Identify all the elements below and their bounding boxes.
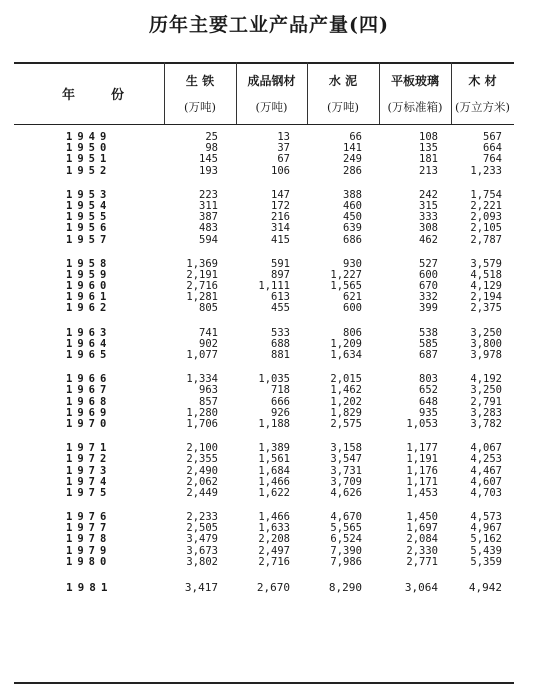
year-cell: 1973 bbox=[66, 464, 112, 477]
pig-iron-cell: 2,716 bbox=[186, 280, 218, 293]
timber-cell: 764 bbox=[483, 153, 502, 166]
cement-cell: 8,290 bbox=[328, 581, 362, 594]
glass-cell: 332 bbox=[419, 291, 438, 304]
pig-iron-cell: 594 bbox=[199, 233, 218, 246]
timber-cell: 4,253 bbox=[470, 453, 502, 466]
pig-iron-cell: 1,334 bbox=[186, 373, 218, 386]
timber-cell: 2,105 bbox=[470, 222, 502, 235]
glass-cell: 1,171 bbox=[406, 475, 438, 488]
steel-cell: 216 bbox=[271, 211, 290, 224]
glass-cell: 2,330 bbox=[406, 544, 438, 557]
steel-cell: 1,561 bbox=[258, 453, 290, 466]
glass-cell: 652 bbox=[419, 384, 438, 397]
steel-cell: 2,716 bbox=[258, 555, 290, 568]
glass-cell: 670 bbox=[419, 280, 438, 293]
year-group bbox=[14, 581, 514, 595]
steel-cell: 1,035 bbox=[258, 373, 290, 386]
year-cell: 1965 bbox=[66, 349, 112, 361]
glass-cell: 803 bbox=[419, 373, 438, 386]
timber-cell: 4,703 bbox=[470, 486, 502, 499]
cement-cell: 4,670 bbox=[330, 511, 362, 524]
glass-cell: 181 bbox=[419, 153, 438, 166]
table-row bbox=[14, 385, 514, 396]
cement-cell: 7,390 bbox=[330, 544, 362, 557]
year-cell: 1974 bbox=[66, 475, 112, 488]
glass-cell: 213 bbox=[419, 164, 438, 177]
year-cell: 1963 bbox=[66, 326, 112, 339]
pig-iron-cell: 3,417 bbox=[184, 581, 218, 594]
cement-cell: 1,565 bbox=[330, 280, 362, 293]
pig-iron-cell: 2,062 bbox=[186, 475, 218, 488]
steel-cell: 1,111 bbox=[258, 280, 290, 293]
table-row bbox=[14, 350, 514, 361]
steel-cell: 718 bbox=[271, 384, 290, 397]
pig-iron-cell: 1,280 bbox=[186, 406, 218, 419]
table-row bbox=[14, 419, 514, 430]
year-cell: 1956 bbox=[66, 222, 112, 235]
year-header-char-2: 份 bbox=[110, 87, 124, 103]
pig-iron-cell: 902 bbox=[199, 337, 218, 350]
year-cell: 1962 bbox=[66, 302, 112, 315]
cement-cell: 66 bbox=[349, 131, 362, 143]
year-cell: 1976 bbox=[66, 511, 112, 524]
cement-cell: 3,709 bbox=[330, 475, 362, 488]
header-label: 平板玻璃 bbox=[390, 73, 439, 88]
steel-cell: 666 bbox=[271, 395, 290, 408]
pig-iron-cell: 98 bbox=[205, 142, 218, 155]
glass-cell: 1,453 bbox=[406, 486, 438, 499]
year-cell: 1969 bbox=[66, 406, 112, 419]
pig-iron-cell: 741 bbox=[199, 326, 218, 339]
cement-cell: 249 bbox=[343, 153, 362, 166]
timber-cell: 3,782 bbox=[470, 417, 502, 430]
pig-iron-cell: 3,673 bbox=[186, 544, 218, 557]
cement-cell: 1,462 bbox=[330, 384, 362, 397]
timber-cell: 567 bbox=[483, 131, 502, 143]
year-cell: 1950 bbox=[66, 142, 112, 155]
header-label: 木 材 bbox=[468, 73, 497, 88]
cement-cell: 141 bbox=[343, 142, 362, 155]
cement-cell: 930 bbox=[343, 257, 362, 270]
timber-cell: 3,978 bbox=[470, 349, 502, 361]
steel-cell: 106 bbox=[271, 164, 290, 177]
glass-cell: 462 bbox=[419, 233, 438, 246]
glass-cell: 1,697 bbox=[406, 522, 438, 535]
year-group bbox=[14, 190, 514, 246]
cement-cell: 286 bbox=[343, 164, 362, 177]
year-cell: 1981 bbox=[66, 581, 113, 594]
cement-cell: 686 bbox=[343, 233, 362, 246]
cement-header bbox=[307, 62, 379, 124]
steel-cell: 1,466 bbox=[258, 475, 290, 488]
pig-iron-cell: 2,355 bbox=[186, 453, 218, 466]
pig-iron-cell: 1,706 bbox=[186, 417, 218, 430]
year-group bbox=[14, 443, 514, 499]
header-label: 水 泥 bbox=[328, 73, 358, 88]
table-row bbox=[14, 166, 514, 177]
steel-cell: 37 bbox=[277, 142, 290, 155]
timber-cell: 3,800 bbox=[470, 337, 502, 350]
pig-iron-cell: 483 bbox=[199, 222, 218, 235]
timber-cell: 4,467 bbox=[470, 464, 502, 477]
glass-cell: 308 bbox=[419, 222, 438, 235]
pig-iron-cell: 25 bbox=[205, 131, 218, 143]
timber-cell: 664 bbox=[483, 142, 502, 155]
pig-iron-cell: 145 bbox=[199, 153, 218, 166]
timber-cell: 4,129 bbox=[470, 280, 502, 293]
cement-cell: 6,524 bbox=[330, 533, 362, 546]
cement-cell: 3,731 bbox=[330, 464, 362, 477]
timber-cell: 4,967 bbox=[470, 522, 502, 535]
steel-cell: 613 bbox=[271, 291, 290, 304]
timber-header bbox=[451, 62, 514, 124]
table-row bbox=[14, 557, 514, 568]
header-label: 成品钢材 bbox=[247, 73, 296, 88]
cement-cell: 1,634 bbox=[330, 349, 362, 361]
pig-iron-cell: 2,505 bbox=[186, 522, 218, 535]
steel-cell: 13 bbox=[277, 131, 290, 143]
year-cell: 1971 bbox=[66, 442, 112, 455]
pig-iron-cell: 311 bbox=[199, 199, 218, 212]
pig-iron-cell: 963 bbox=[199, 384, 218, 397]
steel-cell: 591 bbox=[271, 257, 290, 270]
glass-cell: 108 bbox=[419, 131, 438, 143]
glass-cell: 1,177 bbox=[406, 442, 438, 455]
year-cell: 1964 bbox=[66, 337, 112, 350]
cement-cell: 600 bbox=[343, 302, 362, 315]
glass-cell: 935 bbox=[419, 406, 438, 419]
table-row bbox=[14, 466, 514, 477]
header-rule bbox=[14, 124, 514, 125]
cement-cell: 3,158 bbox=[330, 442, 362, 455]
glass-cell: 2,084 bbox=[406, 533, 438, 546]
cement-cell: 1,227 bbox=[330, 268, 362, 281]
glass-cell: 3,064 bbox=[404, 581, 438, 594]
year-group bbox=[14, 512, 514, 568]
header-unit: (万吨) bbox=[255, 99, 288, 114]
cement-cell: 2,015 bbox=[330, 373, 362, 386]
pig-iron-cell: 1,281 bbox=[186, 291, 218, 304]
pig-iron-cell: 223 bbox=[199, 188, 218, 201]
bottom-rule bbox=[14, 682, 514, 684]
timber-cell: 4,192 bbox=[470, 373, 502, 386]
glass-cell: 2,771 bbox=[406, 555, 438, 568]
year-cell: 1972 bbox=[66, 453, 112, 466]
header-unit: (万标准箱) bbox=[387, 99, 443, 114]
pig-iron-cell: 805 bbox=[199, 302, 218, 315]
year-cell: 1978 bbox=[66, 533, 112, 546]
timber-cell: 5,359 bbox=[470, 555, 502, 568]
steel-cell: 2,497 bbox=[258, 544, 290, 557]
steel-cell: 881 bbox=[271, 349, 290, 361]
glass-header bbox=[379, 62, 451, 124]
glass-cell: 1,450 bbox=[406, 511, 438, 524]
steel-cell: 1,389 bbox=[258, 442, 290, 455]
year-cell: 1970 bbox=[66, 417, 112, 430]
cement-cell: 388 bbox=[343, 188, 362, 201]
timber-cell: 4,067 bbox=[470, 442, 502, 455]
cement-cell: 1,829 bbox=[330, 406, 362, 419]
year-group bbox=[14, 132, 514, 177]
steel-cell: 1,684 bbox=[258, 464, 290, 477]
cement-cell: 3,547 bbox=[330, 453, 362, 466]
cement-cell: 2,575 bbox=[330, 417, 362, 430]
glass-cell: 538 bbox=[419, 326, 438, 339]
table-row bbox=[14, 235, 514, 246]
pig-iron-cell: 857 bbox=[199, 395, 218, 408]
table-row bbox=[14, 223, 514, 234]
steel-cell: 2,208 bbox=[258, 533, 290, 546]
timber-cell: 5,162 bbox=[470, 533, 502, 546]
cement-cell: 621 bbox=[343, 291, 362, 304]
year-group bbox=[14, 328, 514, 362]
timber-cell: 4,942 bbox=[468, 581, 502, 594]
year-cell: 1954 bbox=[66, 199, 112, 212]
timber-cell: 1,754 bbox=[470, 188, 502, 201]
steel-cell: 172 bbox=[271, 199, 290, 212]
year-cell: 1968 bbox=[66, 395, 112, 408]
steel-cell: 314 bbox=[271, 222, 290, 235]
steel-cell: 897 bbox=[271, 268, 290, 281]
pig-iron-cell: 1,369 bbox=[186, 257, 218, 270]
glass-cell: 527 bbox=[419, 257, 438, 270]
pig-iron-cell: 3,802 bbox=[186, 555, 218, 568]
timber-cell: 3,283 bbox=[470, 406, 502, 419]
timber-cell: 1,233 bbox=[470, 164, 502, 177]
glass-cell: 315 bbox=[419, 199, 438, 212]
glass-cell: 333 bbox=[419, 211, 438, 224]
glass-cell: 687 bbox=[419, 349, 438, 361]
table-row bbox=[14, 454, 514, 465]
steel-cell: 2,670 bbox=[256, 581, 290, 594]
steel-cell: 926 bbox=[271, 406, 290, 419]
steel-cell: 1,633 bbox=[258, 522, 290, 535]
steel-cell: 1,188 bbox=[258, 417, 290, 430]
steel-cell: 533 bbox=[271, 326, 290, 339]
year-cell: 1958 bbox=[66, 257, 112, 270]
timber-cell: 2,093 bbox=[470, 211, 502, 224]
year-cell: 1952 bbox=[66, 164, 112, 177]
year-group bbox=[14, 259, 514, 315]
glass-cell: 648 bbox=[419, 395, 438, 408]
year-header-char-1: 年 bbox=[62, 87, 76, 103]
timber-cell: 2,791 bbox=[470, 395, 502, 408]
pig-iron-header bbox=[164, 62, 236, 124]
cement-cell: 450 bbox=[343, 211, 362, 224]
timber-cell: 2,221 bbox=[470, 199, 502, 212]
table-body bbox=[14, 132, 514, 608]
pig-iron-cell: 2,490 bbox=[186, 464, 218, 477]
steel-cell: 688 bbox=[271, 337, 290, 350]
cement-cell: 806 bbox=[343, 326, 362, 339]
year-cell: 1951 bbox=[66, 153, 112, 166]
timber-cell: 4,607 bbox=[470, 475, 502, 488]
year-group bbox=[14, 374, 514, 430]
page-title: 历年主要工业产品产量(四) bbox=[149, 14, 389, 36]
table-row bbox=[14, 303, 514, 314]
steel-cell: 455 bbox=[271, 302, 290, 315]
year-cell: 1960 bbox=[66, 280, 112, 293]
year-cell: 1967 bbox=[66, 384, 112, 397]
steel-cell: 415 bbox=[271, 233, 290, 246]
pig-iron-cell: 2,100 bbox=[186, 442, 218, 455]
steel-cell: 147 bbox=[271, 188, 290, 201]
pig-iron-cell: 387 bbox=[199, 211, 218, 224]
pig-iron-cell: 193 bbox=[199, 164, 218, 177]
pig-iron-cell: 2,449 bbox=[186, 486, 218, 499]
year-column-header bbox=[14, 62, 164, 124]
glass-cell: 399 bbox=[419, 302, 438, 315]
cement-cell: 639 bbox=[343, 222, 362, 235]
timber-cell: 3,250 bbox=[470, 384, 502, 397]
year-cell: 1957 bbox=[66, 233, 112, 246]
year-cell: 1975 bbox=[66, 486, 112, 499]
year-cell: 1959 bbox=[66, 268, 112, 281]
year-cell: 1955 bbox=[66, 211, 112, 224]
timber-cell: 3,250 bbox=[470, 326, 502, 339]
year-cell: 1977 bbox=[66, 522, 112, 535]
table-row bbox=[14, 581, 514, 595]
steel-header bbox=[236, 62, 307, 124]
cement-cell: 460 bbox=[343, 199, 362, 212]
steel-cell: 67 bbox=[277, 153, 290, 166]
pig-iron-cell: 2,233 bbox=[186, 511, 218, 524]
cement-cell: 1,209 bbox=[330, 337, 362, 350]
glass-cell: 585 bbox=[419, 337, 438, 350]
header-unit: (万吨) bbox=[184, 99, 216, 114]
header-unit: (万吨) bbox=[327, 99, 359, 114]
cement-cell: 4,626 bbox=[330, 486, 362, 499]
table-row bbox=[14, 534, 514, 545]
timber-cell: 2,787 bbox=[470, 233, 502, 246]
year-cell: 1979 bbox=[66, 544, 112, 557]
header-label: 生 铁 bbox=[185, 73, 215, 88]
pig-iron-cell: 2,191 bbox=[186, 268, 218, 281]
cement-cell: 7,986 bbox=[330, 555, 362, 568]
pig-iron-cell: 1,077 bbox=[186, 349, 218, 361]
steel-cell: 1,466 bbox=[258, 511, 290, 524]
glass-cell: 600 bbox=[419, 268, 438, 281]
year-cell: 1980 bbox=[66, 555, 112, 568]
timber-cell: 4,573 bbox=[470, 511, 502, 524]
year-cell: 1966 bbox=[66, 373, 112, 386]
glass-cell: 242 bbox=[419, 188, 438, 201]
steel-cell: 1,622 bbox=[258, 486, 290, 499]
glass-cell: 1,191 bbox=[406, 453, 438, 466]
table-row bbox=[14, 488, 514, 499]
year-cell: 1949 bbox=[66, 131, 112, 143]
table-row bbox=[14, 154, 514, 165]
glass-cell: 1,053 bbox=[406, 417, 438, 430]
timber-cell: 4,518 bbox=[470, 268, 502, 281]
glass-cell: 135 bbox=[419, 142, 438, 155]
year-cell: 1961 bbox=[66, 291, 112, 304]
cement-cell: 1,202 bbox=[330, 395, 362, 408]
year-cell: 1953 bbox=[66, 188, 112, 201]
timber-cell: 2,375 bbox=[470, 302, 502, 315]
timber-cell: 2,194 bbox=[470, 291, 502, 304]
pig-iron-cell: 3,479 bbox=[186, 533, 218, 546]
glass-cell: 1,176 bbox=[406, 464, 438, 477]
timber-cell: 3,579 bbox=[470, 257, 502, 270]
header-unit: (万立方米) bbox=[455, 99, 510, 114]
cement-cell: 5,565 bbox=[330, 522, 362, 535]
timber-cell: 5,439 bbox=[470, 544, 502, 557]
